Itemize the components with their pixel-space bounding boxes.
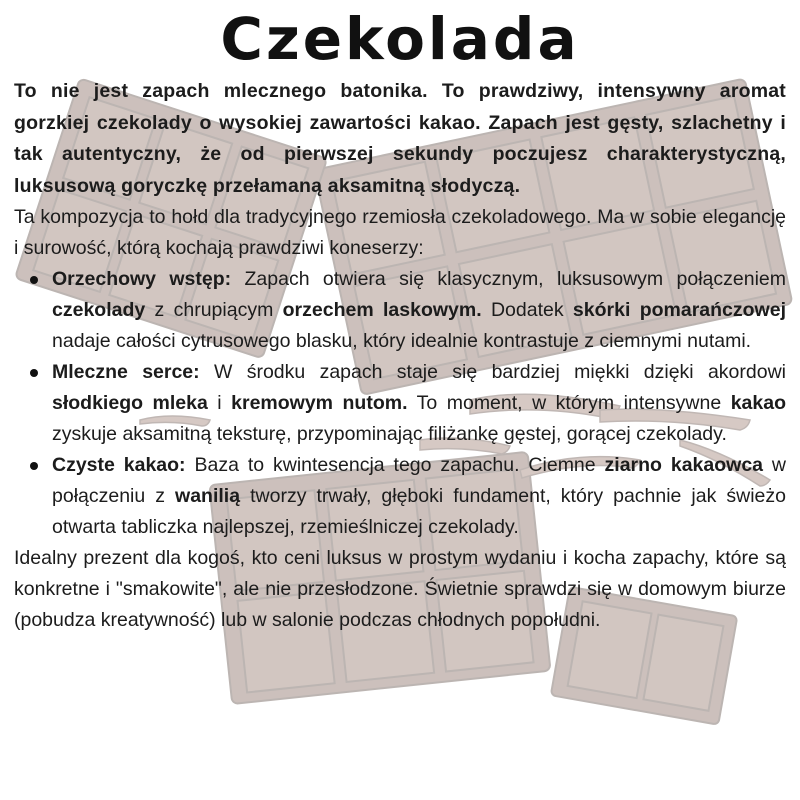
- note-heading: Czyste kakao:: [52, 454, 186, 476]
- scent-notes-list: [14, 264, 786, 543]
- list-item: Orzechowy wstęp: Zapach otwiera się klasycznym, luksusowym połączeniem czekolady z chrupiącym orzechem laskowym. Dodatek skórki pomarańczowej nadaje całości cytrusowego blasku, który idealnie kontrastuje z ciemnymi nutami.: [52, 264, 786, 357]
- intro-paragraph: To nie jest zapach mlecznego batonika. To prawdziwy, intensywny aromat gorzkiej czekolady o wysokiej zawartości kakao. Zapach jest gęsty, szlachetny i tak autentyczny, że od pierwszej sekundy poczujesz charakterystyczną, luksusową goryczkę przełamaną aksamitną słodyczą.: [14, 80, 786, 197]
- list-item: Czyste kakao: Baza to kwintesencja tego zapachu. Ciemne ziarno kakaowca w połączeniu z wanilią tworzy trwały, głęboki fundament, który pachnie jak świeżo otwarta tabliczka najlepszej, rzemieślniczej czekolady.: [52, 450, 786, 543]
- bullet-icon: [30, 276, 38, 284]
- lead-paragraph: Ta kompozycja to hołd dla tradycyjnego rzemiosła czekoladowego. Ma w sobie elegancję i surowość, którą kochają prawdziwi koneserzy:: [14, 206, 786, 259]
- note-heading: Orzechowy wstęp:: [52, 268, 232, 290]
- note-heading: Mleczne serce:: [52, 361, 200, 383]
- closing-paragraph: Idealny prezent dla kogoś, kto ceni luksus w prostym wydaniu i kocha zapachy, które są konkretne i "smakowite", ale nie przesłodzone. Świetnie sprawdzi się w domowym biurze (pobudza kreatywność) lub w salonie podczas chłodnych popołudni.: [14, 547, 786, 631]
- bullet-icon: [30, 369, 38, 377]
- list-item: Mleczne serce: W środku zapach staje się bardziej miękki dzięki akordowi słodkiego mleka i kremowym nutom. To moment, w którym intensywne kakao zyskuje aksamitną teksturę, przypominając filiżankę gęstej, gorącej czekolady.: [52, 357, 786, 450]
- page-title: Czekolada: [220, 5, 580, 73]
- bullet-icon: [30, 462, 38, 470]
